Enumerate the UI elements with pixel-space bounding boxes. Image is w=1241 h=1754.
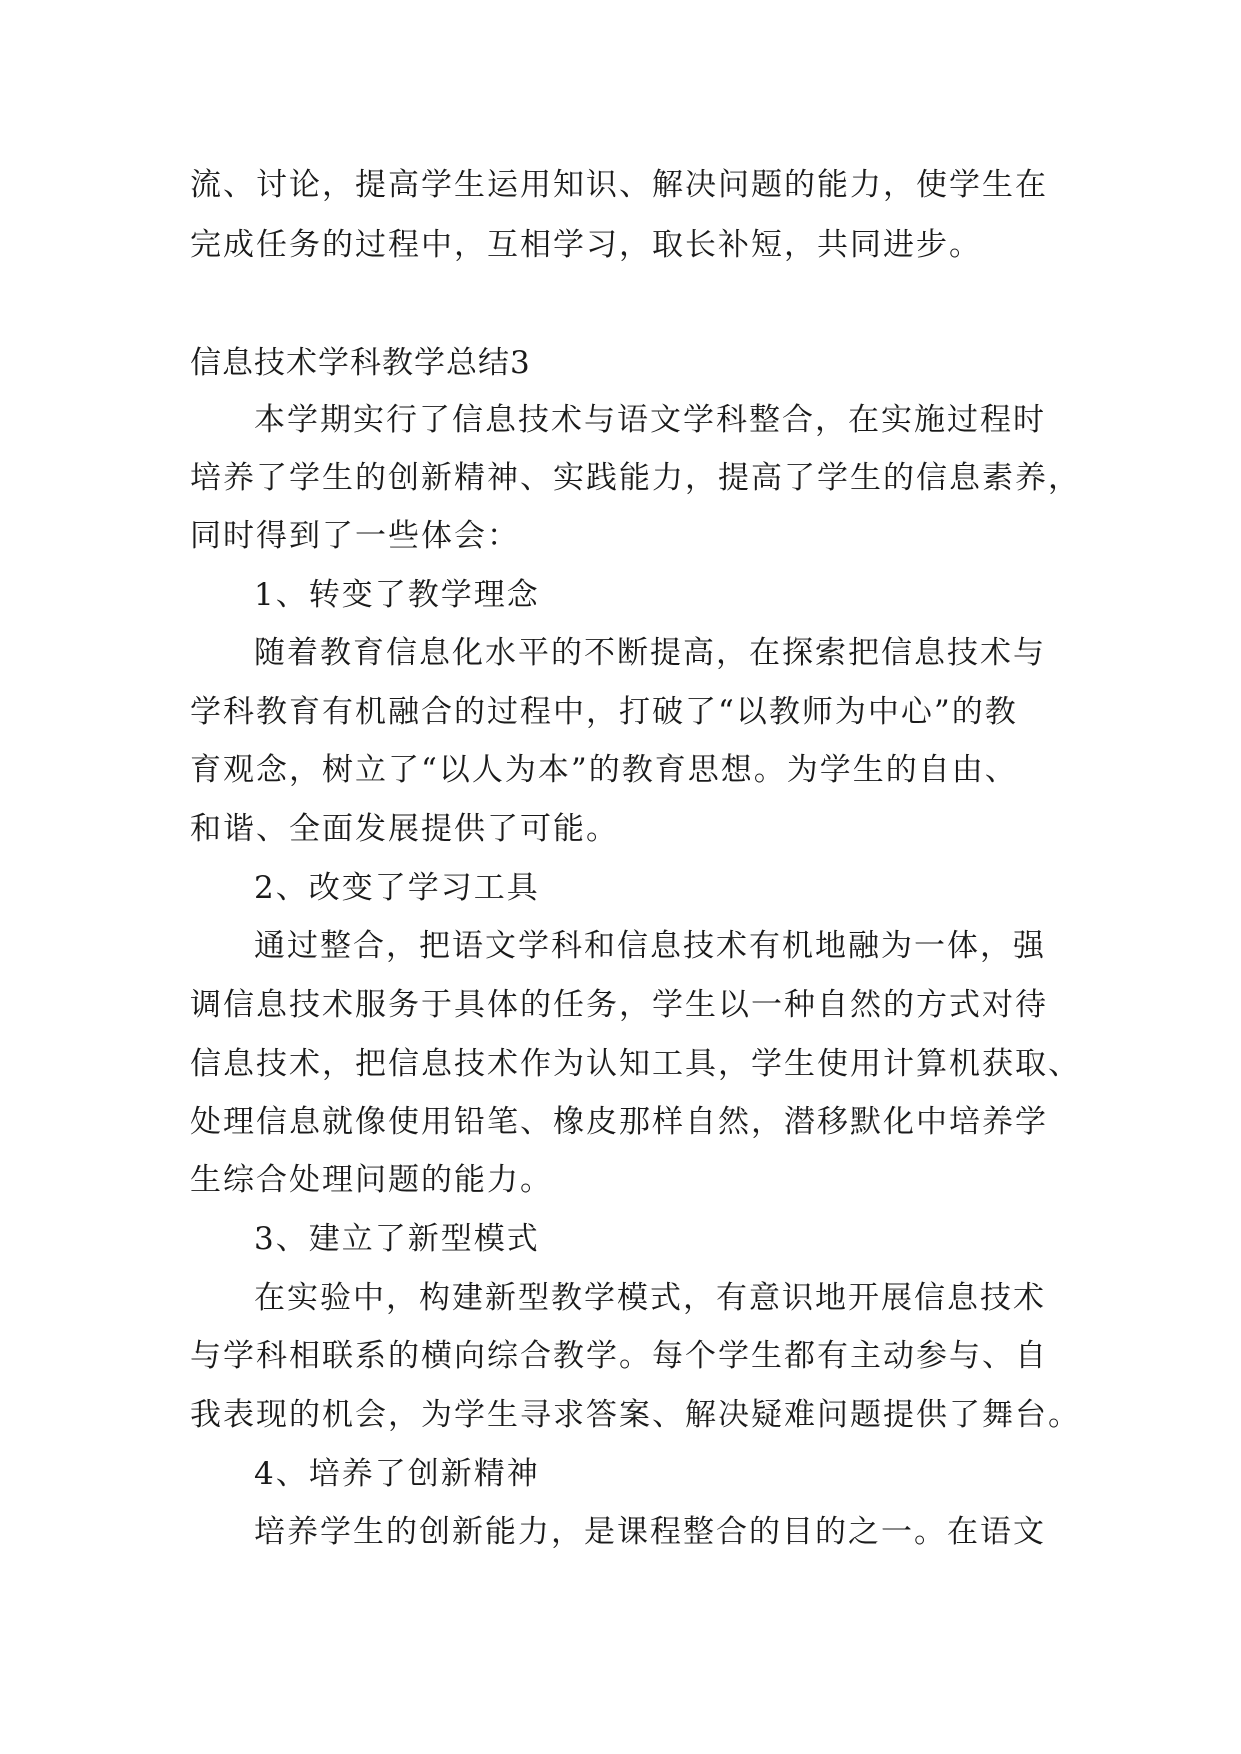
section-heading: 信息技术学科教学总结3 [190, 345, 531, 381]
paragraph-line: 我表现的机会，为学生寻求答案、解决疑难问题提供了舞台。 [190, 1397, 1081, 1433]
paragraph-line: 随着教育信息化水平的不断提高，在探索把信息技术与 [254, 635, 1046, 671]
paragraph-line: 调信息技术服务于具体的任务，学生以一种自然的方式对待 [190, 987, 1048, 1023]
list-heading: 3、建立了新型模式 [254, 1221, 540, 1257]
paragraph-line: 育观念，树立了“以人为本”的教育思想。为学生的自由、 [190, 752, 1018, 788]
paragraph-line: 通过整合，把语文学科和信息技术有机地融为一体，强 [254, 928, 1046, 964]
paragraph-line: 培养了学生的创新精神、实践能力，提高了学生的信息素养， [190, 460, 1081, 496]
paragraph-line: 信息技术，把信息技术作为认知工具，学生使用计算机获取、 [190, 1046, 1081, 1082]
paragraph-line: 生综合处理问题的能力。 [190, 1162, 553, 1198]
list-heading: 2、改变了学习工具 [254, 870, 540, 906]
paragraph-line: 在实验中，构建新型教学模式，有意识地开展信息技术 [254, 1280, 1046, 1316]
paragraph-line: 培养学生的创新能力，是课程整合的目的之一。在语文 [254, 1514, 1046, 1550]
list-heading: 1、转变了教学理念 [254, 577, 540, 613]
paragraph-line: 同时得到了一些体会： [190, 518, 520, 554]
paragraph-line: 完成任务的过程中，互相学习，取长补短，共同进步。 [190, 227, 982, 263]
list-heading: 4、培养了创新精神 [254, 1456, 540, 1492]
paragraph-line: 本学期实行了信息技术与语文学科整合，在实施过程时 [254, 402, 1046, 438]
paragraph-line: 学科教育有机融合的过程中，打破了“以教师为中心”的教 [190, 694, 1018, 730]
paragraph-line: 处理信息就像使用铅笔、橡皮那样自然，潜移默化中培养学 [190, 1104, 1048, 1140]
paragraph-line: 流、讨论，提高学生运用知识、解决问题的能力，使学生在 [190, 167, 1048, 203]
paragraph-line: 和谐、全面发展提供了可能。 [190, 811, 619, 847]
paragraph-line: 与学科相联系的横向综合教学。每个学生都有主动参与、自 [190, 1338, 1048, 1374]
